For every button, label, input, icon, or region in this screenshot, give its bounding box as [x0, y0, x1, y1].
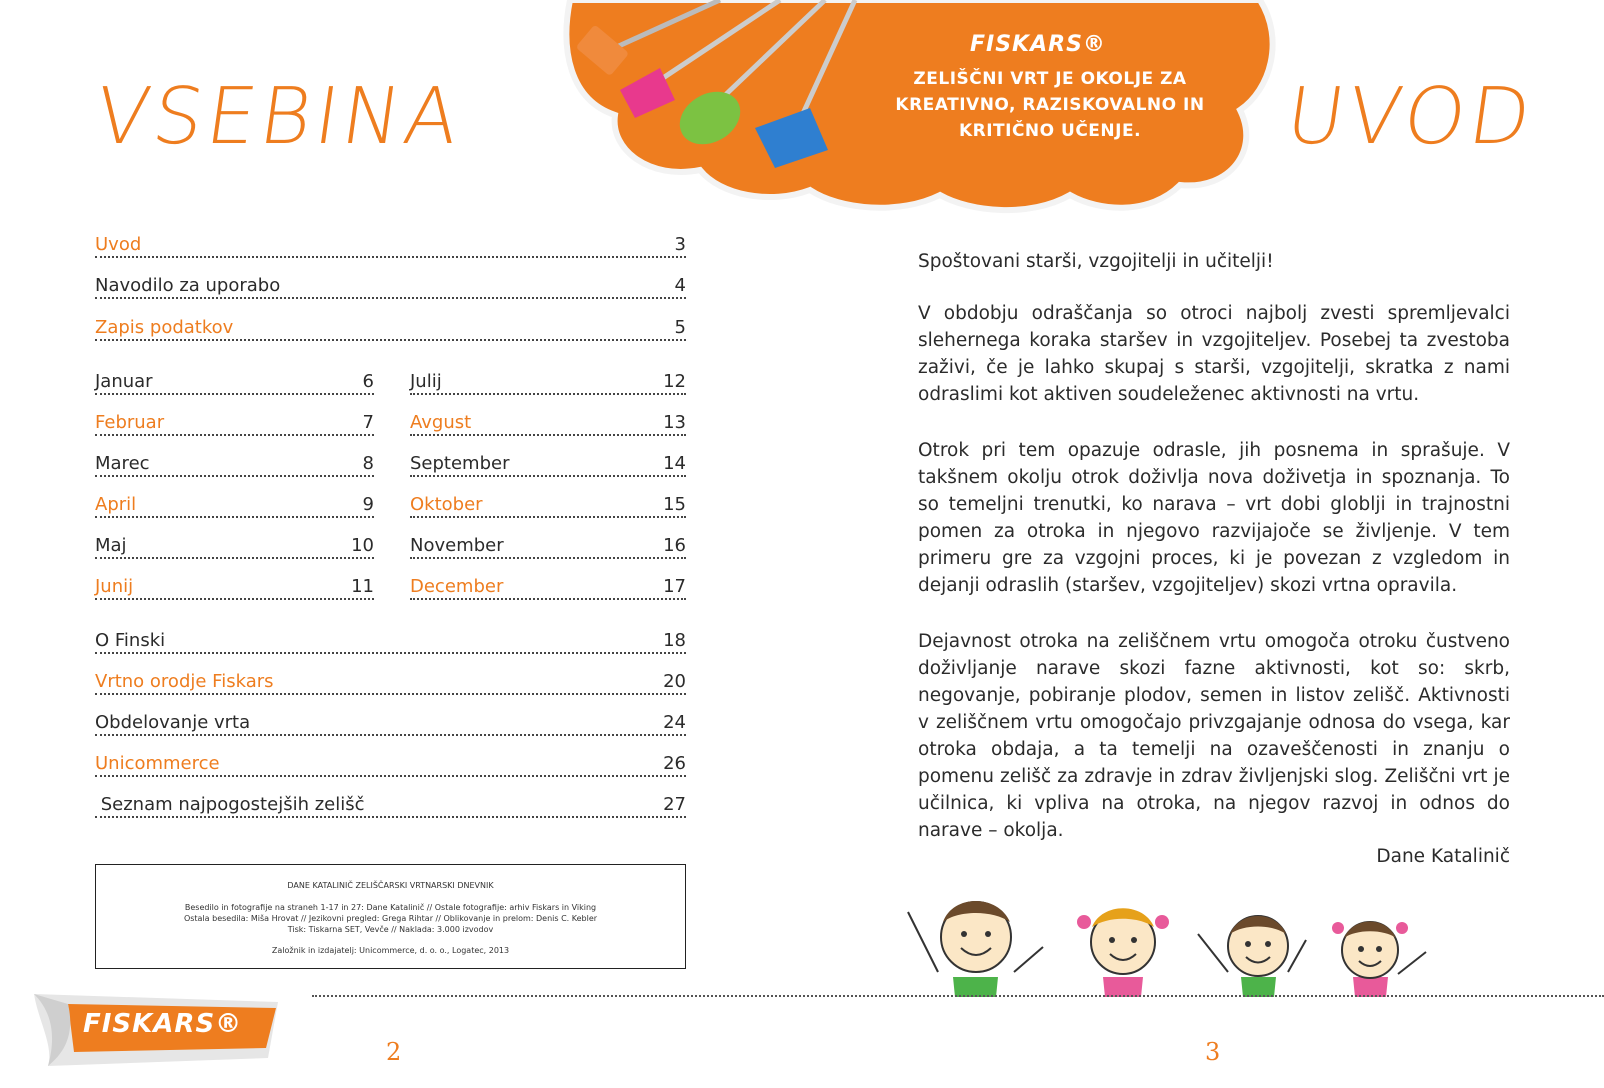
- fiskars-logo-text: FISKARS®: [83, 1009, 243, 1039]
- credits-line: Tisk: Tiskarna SET, Vevče // Naklada: 3.000 izvodov: [287, 925, 494, 934]
- intro-greeting: Spoštovani starši, vzgojitelji in učitelji!: [918, 251, 1274, 272]
- toc-label: December: [410, 576, 504, 597]
- toc-page: 9: [362, 494, 374, 515]
- cloud-brand-logo: FISKARS®: [970, 32, 1106, 57]
- page-number-right: 3: [1205, 1038, 1221, 1066]
- toc-page: 20: [663, 671, 686, 692]
- credits-line: Ostala besedila: Miša Hrovat // Jezikovni pregled: Grega Rihtar // Oblikovanje in prelom: Denis C. Kebler: [183, 914, 598, 923]
- toc-entry[interactable]: [95, 531, 374, 559]
- toc-entry[interactable]: [410, 408, 686, 436]
- toc-label: Januar: [95, 371, 153, 392]
- toc-entry[interactable]: [95, 708, 686, 736]
- toc-page: 14: [663, 453, 686, 474]
- toc-label: Februar: [95, 412, 165, 433]
- toc-page: 17: [663, 576, 686, 597]
- toc-label: Zapis podatkov: [95, 317, 234, 338]
- page-title-intro: UVOD: [1280, 72, 1540, 162]
- toc-label: Uvod: [95, 234, 142, 255]
- children-illustration: [898, 882, 1458, 997]
- credits-box: [95, 864, 686, 969]
- toc-entry[interactable]: [95, 667, 686, 695]
- toc-page: 7: [362, 412, 374, 433]
- credits-line: Besedilo in fotografije na straneh 1-17 in 27: Dane Katalinič // Ostale fotografije: arhiv Fiskars in Viking: [184, 903, 597, 912]
- toc-page: 4: [674, 275, 686, 296]
- toc-page: 12: [663, 371, 686, 392]
- page-number-left: 2: [386, 1038, 402, 1066]
- child-4: [1332, 922, 1426, 998]
- toc-entry[interactable]: [95, 572, 374, 600]
- toc-page: 26: [663, 753, 686, 774]
- child-2: [1077, 908, 1169, 997]
- toc-label: Junij: [95, 576, 134, 597]
- slogan-line: KRITIČNO UČENJE.: [958, 121, 1142, 141]
- toc-page: 18: [663, 630, 686, 651]
- toc-label: September: [410, 453, 510, 474]
- toc-entry[interactable]: [95, 230, 686, 258]
- toc-entry[interactable]: [95, 271, 686, 299]
- toc-entry[interactable]: [95, 367, 374, 395]
- toc-entry[interactable]: [95, 490, 374, 518]
- toc-label: O Finski: [95, 630, 166, 651]
- child-1: [908, 901, 1043, 997]
- toc-label: Marec: [95, 453, 150, 474]
- toc-entry[interactable]: [95, 408, 374, 436]
- toc-page: 15: [663, 494, 686, 515]
- toc-page: 3: [674, 234, 686, 255]
- author-signature: Dane Katalinič: [1376, 846, 1510, 867]
- child-3: [1198, 916, 1306, 997]
- toc-label: Obdelovanje vrta: [95, 712, 251, 733]
- toc-entry[interactable]: [410, 490, 686, 518]
- toc-entry[interactable]: [410, 367, 686, 395]
- intro-paragraph: Otrok pri tem opazuje odrasle, jih posnema in sprašuje. V takšnem okolju otrok doživlja nova doživetja in spoznanja. To so temeljni trenutki, ko narava – vrt dobi globlji in trajnostni pomen za otroka in njegovo razvijajoče se življenje. V tem primeru gre za vzgojni proces, ki je povezan z vzgledom in dejanji odraslih (staršev, vzgojiteljev) skozi vrtna opravila.: [918, 440, 1510, 596]
- toc-label: Unicommerce: [95, 753, 220, 774]
- toc-page: 10: [351, 535, 374, 556]
- toc-entry[interactable]: [410, 449, 686, 477]
- toc-page: 5: [674, 317, 686, 338]
- credits-line: DANE KATALINIČ ZELIŠČARSKI VRTNARSKI DNEVNIK: [287, 881, 494, 890]
- toc-label: Maj: [95, 535, 127, 556]
- toc-entry[interactable]: [95, 790, 686, 818]
- toc-page: 24: [663, 712, 686, 733]
- toc-entry[interactable]: [410, 531, 686, 559]
- toc-label: Navodilo za uporabo: [95, 275, 281, 296]
- toc-page: 13: [663, 412, 686, 433]
- toc-page: 16: [663, 535, 686, 556]
- toc-entry[interactable]: [95, 449, 374, 477]
- intro-paragraph: V obdobju odraščanja so otroci najbolj zvesti spremljevalci slehernega koraka staršev in vzgojiteljev. Posebej ta zvestoba zaživi, če je lahko skupaj s starši, vzgojitelji, skratka z nami odraslimi kot aktiven soudeleženec aktivnosti na vrtu.: [918, 303, 1510, 405]
- toc-page: 27: [663, 794, 686, 815]
- toc-entry[interactable]: [95, 313, 686, 341]
- toc-page: 8: [362, 453, 374, 474]
- toc-label: April: [95, 494, 137, 515]
- toc-label: Julij: [410, 371, 442, 392]
- toc-page: 11: [351, 576, 374, 597]
- cloud-slogan: [880, 66, 1220, 144]
- toc-label: Avgust: [410, 412, 472, 433]
- footer-divider: [312, 995, 1604, 997]
- credits-line: Založnik in izdajatelj: Unicommerce, d. o. o., Logatec, 2013: [271, 946, 510, 955]
- toc-page: 6: [362, 371, 374, 392]
- page-title-contents: VSEBINA: [89, 72, 469, 162]
- slogan-line: ZELIŠČNI VRT JE OKOLJE ZA: [913, 69, 1187, 89]
- slogan-line: KREATIVNO, RAZISKOVALNO IN: [895, 95, 1205, 115]
- toc-entry[interactable]: [410, 572, 686, 600]
- toc-label: Seznam najpogostejših zelišč: [95, 794, 365, 815]
- intro-paragraph: Dejavnost otroka na zeliščnem vrtu omogoča otroku čustveno doživljanje narave skozi fazne aktivnosti, kot so: skrb, negovanje, pobiranje plodov, semen in listov zelišč. Aktivnosti v zeliščnem vrtu omogočajo privzgajanje odnosa do vsega, kar otroka obdaja, a ta temelji na ozaveščenosti in znanju o pomenu zelišč za zdravje in zdrav življenjski slog. Zeliščni vrt je učilnica, ki vpliva na otroka, na njegov razvoj in odnos do narave – okolja.: [918, 631, 1510, 841]
- toc-label: Oktober: [410, 494, 483, 515]
- toc-entry[interactable]: [95, 749, 686, 777]
- toc-label: November: [410, 535, 504, 556]
- toc-entry[interactable]: [95, 626, 686, 654]
- toc-label: Vrtno orodje Fiskars: [95, 671, 274, 692]
